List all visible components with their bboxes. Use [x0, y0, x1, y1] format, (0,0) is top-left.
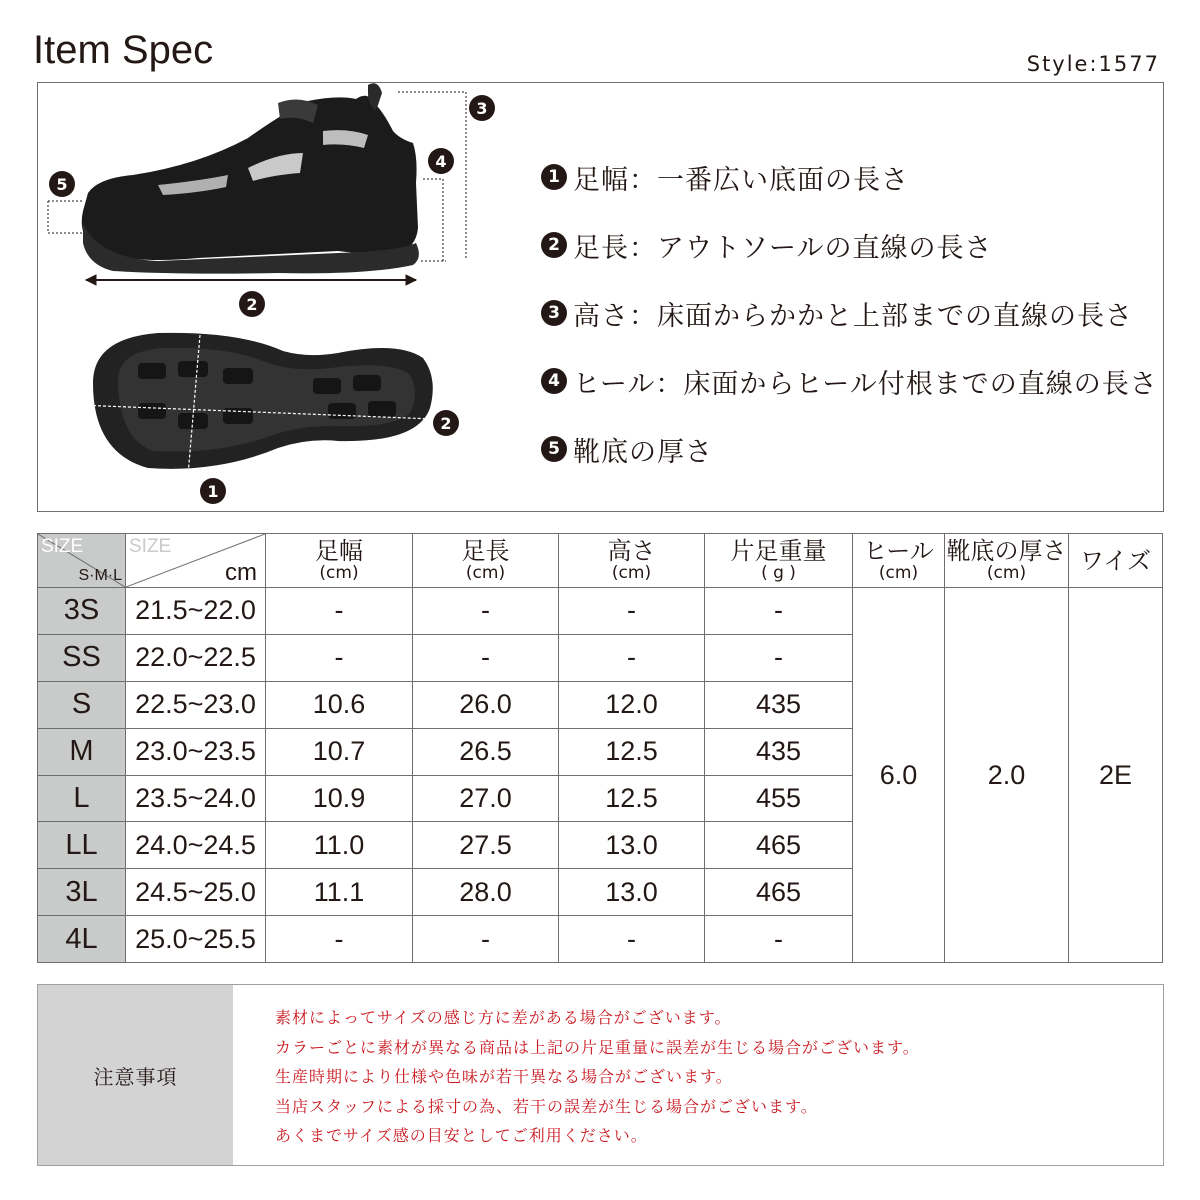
legend-item — [541, 279, 1158, 347]
header-size-label: SIZE — [129, 536, 172, 557]
size-cell: LL — [38, 822, 126, 869]
legend-number-badge: 2 — [541, 232, 567, 258]
length-cell: - — [413, 634, 559, 681]
weight-cell: 465 — [705, 822, 853, 869]
note-line: 生産時期により仕様や色味が若干異なる場合がございます。 — [275, 1067, 733, 1087]
header-size-label: SIZE — [41, 536, 84, 557]
notes-panel — [37, 984, 1164, 1166]
width-cell: 11.0 — [266, 822, 413, 869]
size-cell: 3L — [38, 869, 126, 916]
cm-range-cell: 22.0~22.5 — [126, 634, 266, 681]
height-cell: 13.0 — [559, 869, 705, 916]
weight-cell: - — [705, 634, 853, 681]
width-cell: - — [266, 588, 413, 635]
spec-diagram-panel — [37, 82, 1164, 512]
page-title: Item Spec — [33, 28, 214, 72]
height-cell: 12.5 — [559, 775, 705, 822]
marker-3: 3 — [476, 99, 488, 118]
length-cell: 26.5 — [413, 728, 559, 775]
legend-number-badge: 5 — [541, 436, 567, 462]
legend-number-badge: 4 — [541, 368, 567, 394]
legend-item — [541, 211, 1158, 279]
weight-cell: 455 — [705, 775, 853, 822]
shoe-sole-view-image — [93, 333, 433, 469]
header-sole-thickness: 靴底の厚さ (cm) — [945, 534, 1069, 588]
legend-text: 足長：アウトソールの直線の長さ — [573, 232, 993, 264]
header-cm-label: cm — [225, 559, 257, 586]
marker-4: 4 — [435, 152, 447, 171]
header-sml-label: S·M·L — [78, 567, 122, 584]
size-cell: S — [38, 681, 126, 728]
legend-text: 靴底の厚さ — [573, 436, 713, 468]
legend-text: 足幅：一番広い底面の長さ — [573, 164, 909, 196]
legend-item — [541, 347, 1158, 415]
shoe-side-view-image — [82, 83, 419, 273]
legend-number-badge: 3 — [541, 300, 567, 326]
wise-cell: 2E — [1069, 588, 1163, 963]
weight-cell: 435 — [705, 728, 853, 775]
width-cell: - — [266, 634, 413, 681]
length-cell: 26.0 — [413, 681, 559, 728]
weight-cell: - — [705, 916, 853, 963]
sole-thickness-cell: 2.0 — [945, 588, 1069, 963]
height-cell: - — [559, 588, 705, 635]
length-cell: 28.0 — [413, 869, 559, 916]
size-table — [37, 533, 1163, 963]
size-cell: SS — [38, 634, 126, 681]
note-line: 素材によってサイズの感じ方に差がある場合がございます。 — [275, 1008, 732, 1027]
size-cell: 4L — [38, 916, 126, 963]
width-cell: 10.9 — [266, 775, 413, 822]
height-cell: - — [559, 634, 705, 681]
weight-cell: 435 — [705, 681, 853, 728]
header-heel: ヒール (cm) — [853, 534, 945, 588]
header-size-sml — [38, 534, 126, 588]
weight-cell: 465 — [705, 869, 853, 916]
cm-range-cell: 22.5~23.0 — [126, 681, 266, 728]
cm-range-cell: 23.5~24.0 — [126, 775, 266, 822]
cm-range-cell: 23.0~23.5 — [126, 728, 266, 775]
width-cell: 10.6 — [266, 681, 413, 728]
note-line: 当店スタッフによる採寸の為、若干の誤差が生じる場合がございます。 — [275, 1096, 818, 1116]
note-line: カラーごとに素材が異なる商品は上記の片足重量に誤差が生じる場合がございます。 — [275, 1037, 920, 1057]
length-cell: - — [413, 588, 559, 635]
legend-text: ヒール：床面からヒール付根までの直線の長さ — [573, 368, 1158, 400]
heel-cell: 6.0 — [853, 588, 945, 963]
header-wise: ワイズ — [1069, 534, 1163, 588]
height-cell: 12.0 — [559, 681, 705, 728]
header-height: 高さ (cm) — [559, 534, 705, 588]
header-foot-length: 足長 (cm) — [413, 534, 559, 588]
header-weight: 片足重量 ( g ) — [705, 534, 853, 588]
legend-item — [541, 415, 1158, 483]
marker-2-sole: 2 — [440, 414, 452, 433]
width-cell: 10.7 — [266, 728, 413, 775]
legend-item — [541, 143, 1158, 211]
size-cell: M — [38, 728, 126, 775]
length-cell: - — [413, 916, 559, 963]
width-cell: 11.1 — [266, 869, 413, 916]
size-cell: L — [38, 775, 126, 822]
size-cell: 3S — [38, 588, 126, 635]
legend-text: 高さ：床面からかかと上部までの直線の長さ — [573, 300, 1133, 332]
height-cell: 13.0 — [559, 822, 705, 869]
notes-label: 注意事項 — [38, 985, 233, 1165]
legend-number-badge: 1 — [541, 164, 567, 190]
cm-range-cell: 25.0~25.5 — [126, 916, 266, 963]
length-cell: 27.5 — [413, 822, 559, 869]
marker-1: 1 — [207, 482, 219, 501]
cm-range-cell: 24.5~25.0 — [126, 869, 266, 916]
cm-range-cell: 24.0~24.5 — [126, 822, 266, 869]
weight-cell: - — [705, 588, 853, 635]
style-code: Style:1577 — [1026, 52, 1160, 76]
measurement-legend — [541, 143, 1158, 483]
marker-2-side: 2 — [246, 295, 258, 314]
width-cell: - — [266, 916, 413, 963]
header-size-cm — [126, 534, 266, 588]
table-row — [38, 588, 1163, 635]
cm-range-cell: 21.5~22.0 — [126, 588, 266, 635]
marker-5: 5 — [56, 175, 68, 194]
height-cell: - — [559, 916, 705, 963]
header-foot-width: 足幅 (cm) — [266, 534, 413, 588]
height-cell: 12.5 — [559, 728, 705, 775]
table-header-row — [38, 534, 1163, 588]
notes-body — [233, 985, 1163, 1165]
length-cell: 27.0 — [413, 775, 559, 822]
note-line: あくまでサイズ感の目安としてご利用ください。 — [275, 1126, 648, 1146]
